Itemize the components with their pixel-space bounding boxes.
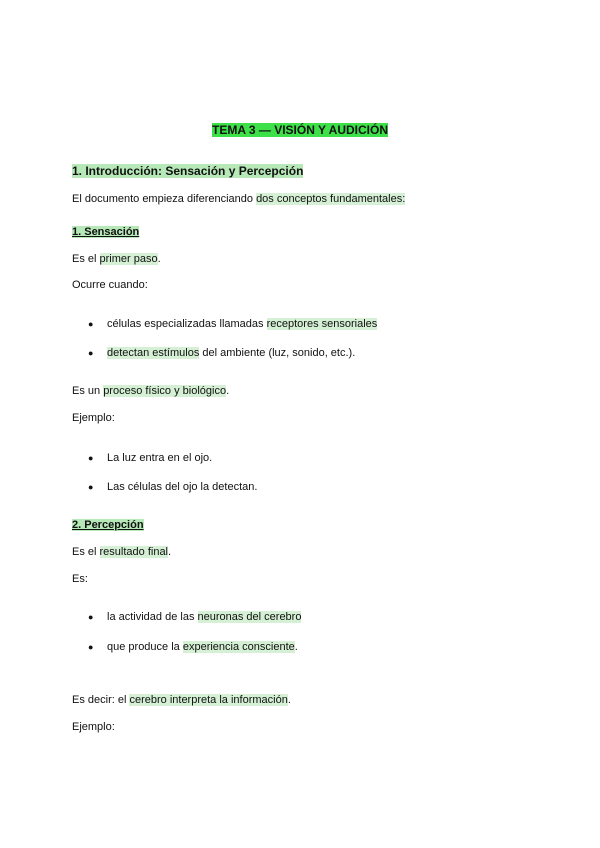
- list-item: [88, 480, 257, 494]
- bullet-icon: ●: [88, 612, 94, 622]
- bullet-icon: ●: [88, 453, 94, 463]
- section-heading-introduccion: [72, 164, 303, 178]
- sensacion-paragraph-1: [72, 252, 161, 266]
- paragraph-text: Es el: [72, 253, 100, 265]
- list-item: [88, 317, 377, 331]
- bullet-icon: ●: [88, 642, 94, 652]
- percepcion-paragraph-3: [72, 693, 291, 707]
- paragraph-text: Es un: [72, 385, 104, 397]
- paragraph-text: .: [168, 546, 172, 558]
- subheading-percepcion: [72, 518, 144, 532]
- paragraph-text: Es el: [72, 546, 100, 558]
- bullet-icon: ●: [88, 482, 94, 492]
- bullet-icon: ●: [88, 348, 94, 358]
- list-item-text: La luz entra en el ojo.: [107, 452, 213, 464]
- subheading-sensacion: [72, 225, 139, 239]
- sensacion-paragraph-3: [72, 384, 229, 398]
- intro-paragraph: [72, 192, 405, 206]
- section-heading-text: 1. Introducción: Sensación y Percepción: [72, 164, 304, 178]
- list-item-text: del ambiente (luz, sonido, etc.).: [199, 347, 356, 359]
- paragraph-text: Es decir: el: [72, 694, 130, 706]
- list-item-highlight: receptores sensoriales: [266, 318, 378, 330]
- paragraph-highlight: cerebro interpreta la información: [129, 694, 288, 706]
- list-item: [88, 610, 301, 624]
- paragraph-text: .: [157, 253, 161, 265]
- sensacion-paragraph-2: Ocurre cuando:: [72, 279, 148, 291]
- list-item-highlight: neuronas del cerebro: [197, 611, 302, 623]
- list-item-text: Las células del ojo la detectan.: [107, 481, 258, 493]
- percepcion-paragraph-2: Es:: [72, 573, 88, 585]
- example-label: Ejemplo:: [72, 412, 115, 424]
- list-item-highlight: experiencia consciente: [182, 641, 295, 653]
- title-text: TEMA 3 — VISIÓN Y AUDICIÓN: [211, 123, 389, 137]
- percepcion-paragraph-1: [72, 545, 171, 559]
- example-label: Ejemplo:: [72, 721, 115, 733]
- list-item-text: que produce la: [107, 641, 183, 653]
- list-item: [88, 346, 355, 360]
- list-item: [88, 640, 298, 654]
- list-item-text: .: [294, 641, 298, 653]
- paragraph-text: .: [287, 694, 291, 706]
- subheading-text: 2. Percepción: [72, 519, 144, 531]
- paragraph-highlight: proceso físico y biológico: [103, 385, 227, 397]
- list-item-highlight: detectan estímulos: [107, 347, 200, 359]
- intro-highlight: dos conceptos fundamentales:: [256, 193, 406, 205]
- list-item-text: células especializadas llamadas: [107, 318, 267, 330]
- paragraph-highlight: primer paso: [99, 253, 158, 265]
- list-item-text: la actividad de las: [107, 611, 198, 623]
- paragraph-highlight: resultado final: [99, 546, 169, 558]
- intro-text: El documento empieza diferenciando: [72, 193, 257, 205]
- document-title: [0, 123, 600, 138]
- list-item: [88, 451, 212, 465]
- paragraph-text: .: [226, 385, 230, 397]
- bullet-icon: ●: [88, 319, 94, 329]
- subheading-text: 1. Sensación: [72, 226, 140, 238]
